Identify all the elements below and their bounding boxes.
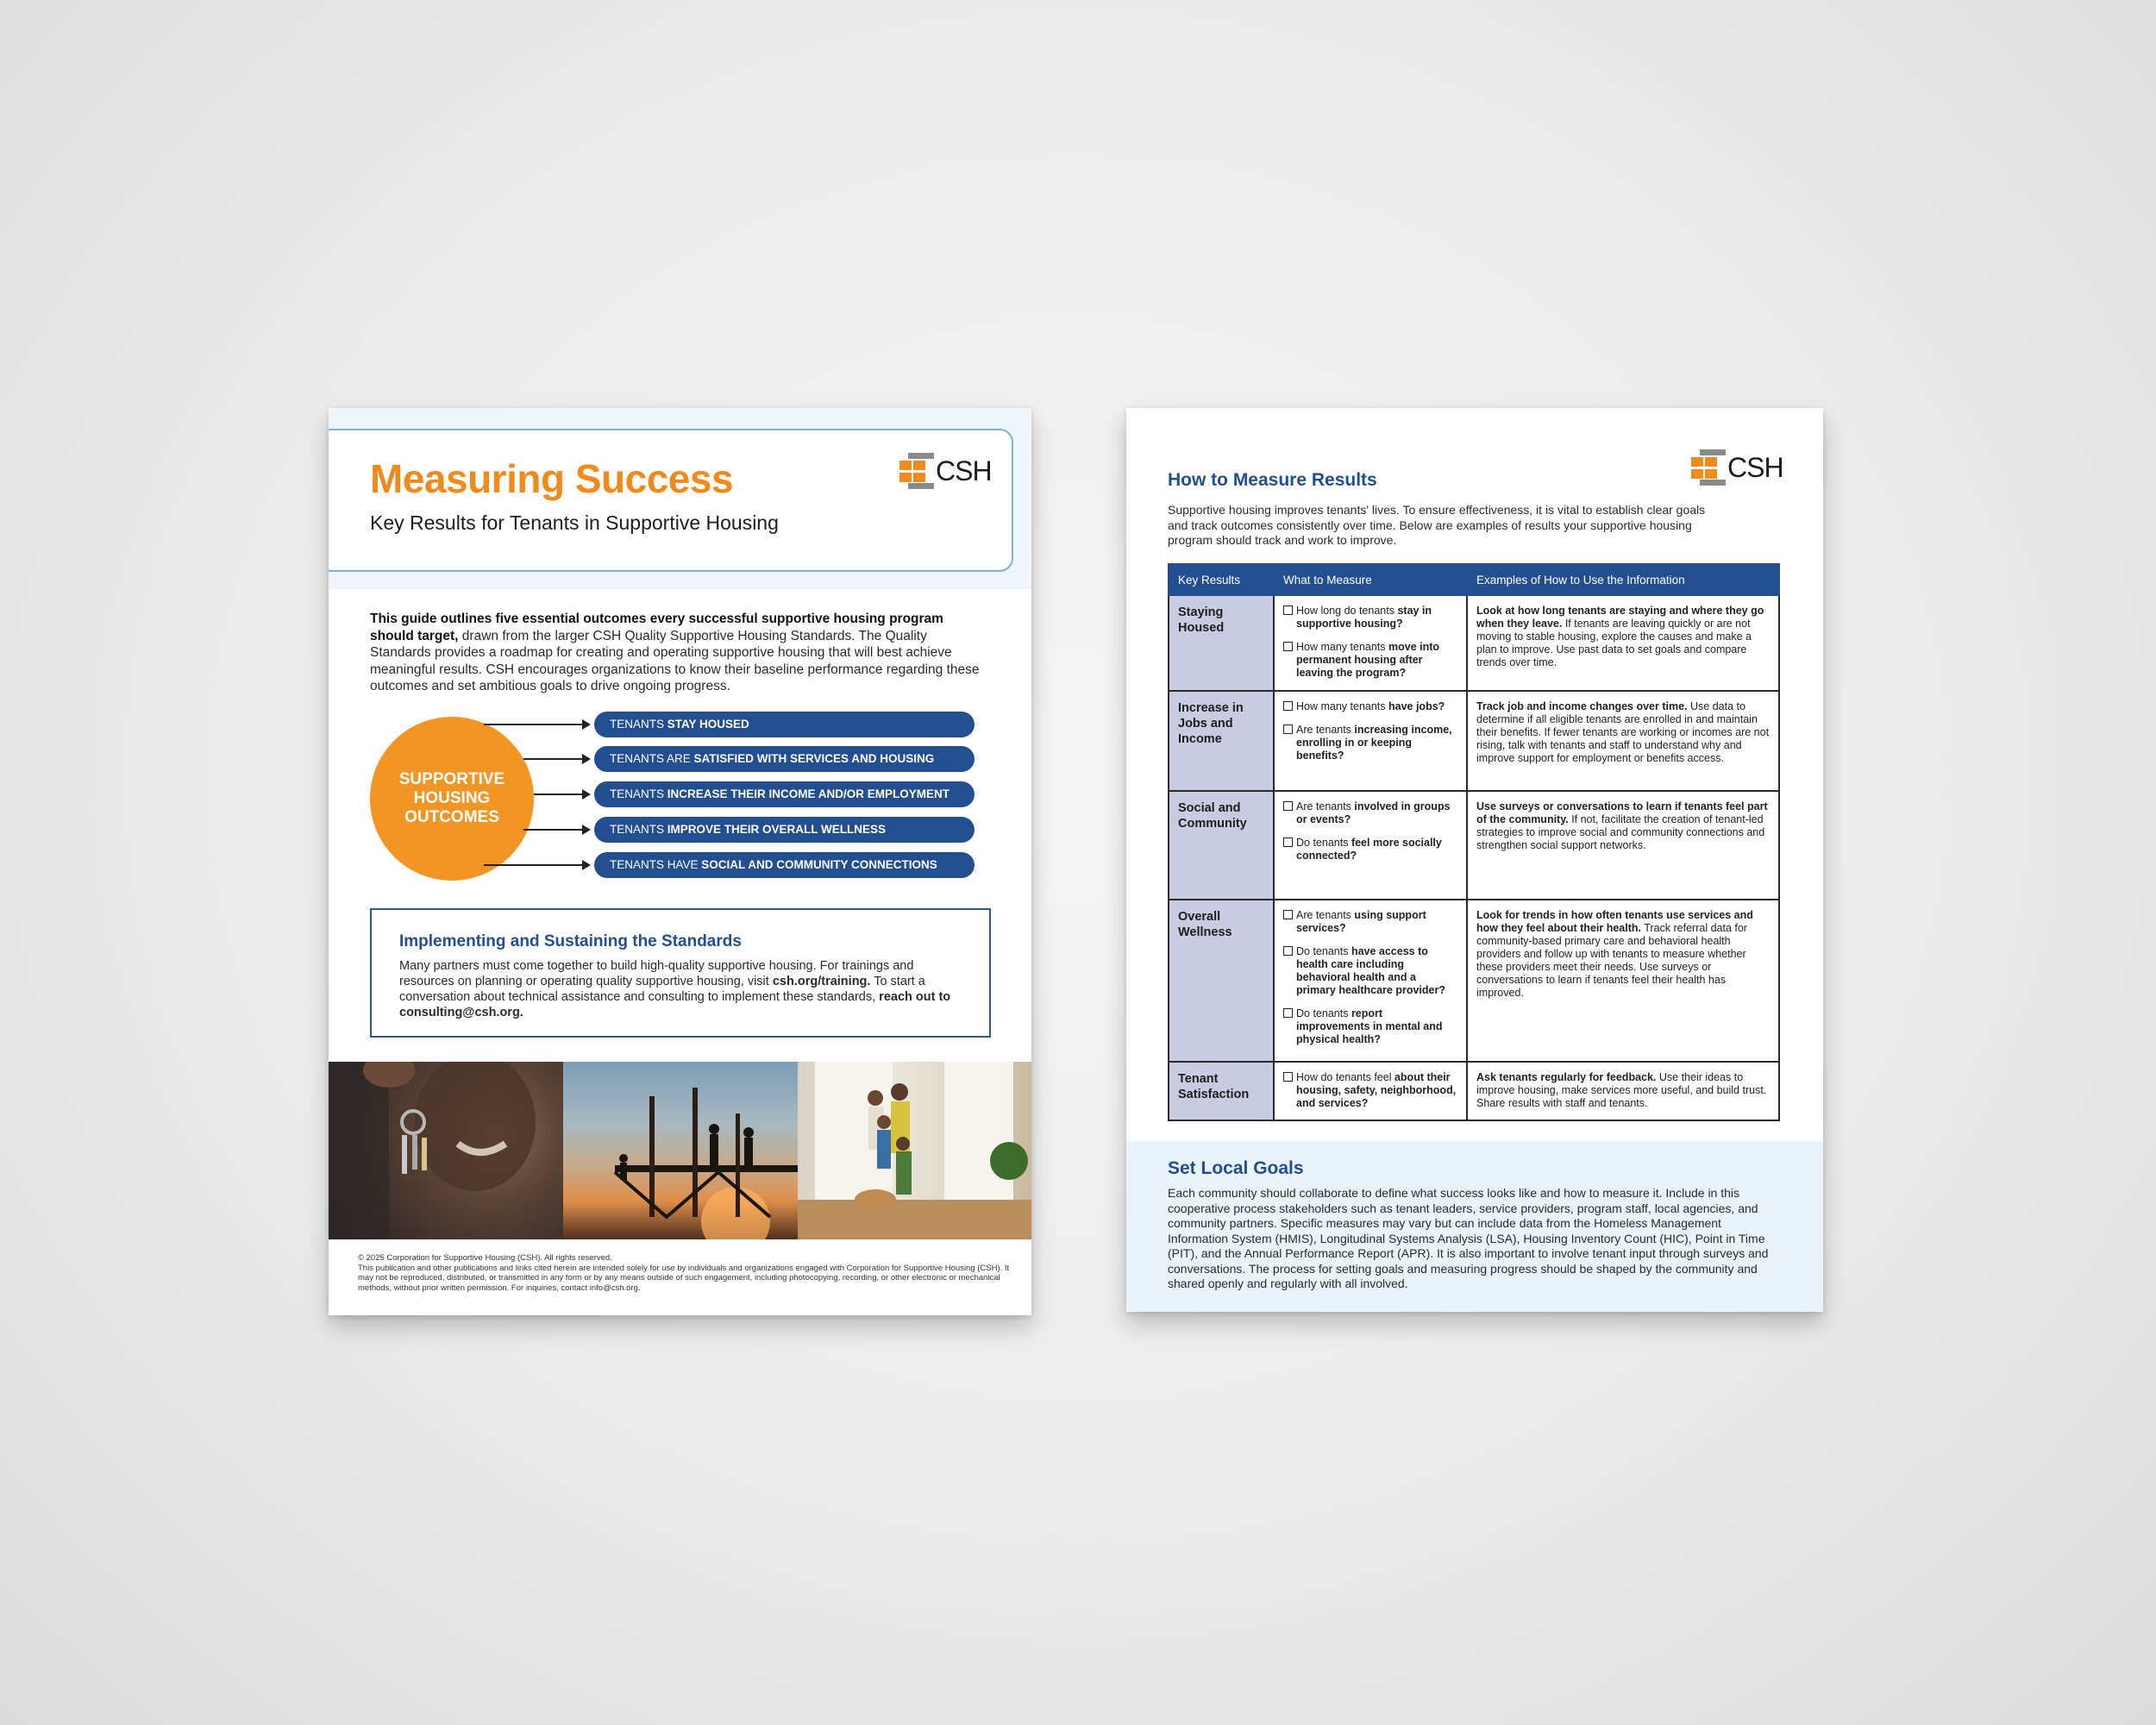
- checkbox-icon: [1283, 701, 1293, 711]
- table-row: [1169, 1062, 1779, 1120]
- checkbox-icon: [1283, 605, 1293, 615]
- checkbox-icon: [1283, 837, 1293, 847]
- what-to-measure: How many tenants have jobs? Are tenants increasing income, enrolling in or keeping benefits?: [1274, 691, 1467, 791]
- photo-construction: [563, 1062, 798, 1239]
- footer-line: This publication and other publications and links cited herein are intended solely for use by individuals and organizations engaged with Corporation for Supportive Housing (CSH). It may not be reproduced, distributed, or transmitted in any form or by any means outside of such engagement, including photocopying, recording, or other electronic or mechanical methods, without prior written permission. For inquiries, contact info@csh.org.: [358, 1263, 1010, 1293]
- column-header: Examples of How to Use the Information: [1467, 564, 1779, 595]
- outcome-pill: TENANTS IMPROVE THEIR OVERALL WELLNESS: [594, 817, 975, 843]
- section-title: How to Measure Results: [1168, 470, 1377, 490]
- key-result: Tenant Satisfaction: [1169, 1062, 1274, 1120]
- what-to-measure: Are tenants involved in groups or events? Do tenants feel more socially connected?: [1274, 791, 1467, 900]
- copyright-footer: [358, 1253, 1013, 1293]
- example-text: Use surveys or conversations to learn if tenants feel part of the community. If not, facilitate the creation of tenant-led strategies to improve social and community connections and strengthen social support networks.: [1467, 791, 1779, 900]
- photo-keys: [329, 1062, 563, 1239]
- key-result: Overall Wellness: [1169, 900, 1274, 1062]
- results-table: [1168, 563, 1780, 1121]
- csh-logo-mark: [899, 453, 934, 489]
- intro-text: drawn from the larger CSH Quality Supportive Housing Standards. The Quality Standards provides a roadmap for creating and operating supportive housing that will best achieve meaningful results. CSH encourages organizations to know their baseline performance regarding these outcomes and set ambitious goals to drive ongoing progress.: [370, 628, 980, 693]
- table-row: [1169, 691, 1779, 791]
- intro-bold: This guide outlines five essential outcomes every successful supportive housing program should target,: [370, 612, 943, 643]
- goals-title: Set Local Goals: [1168, 1158, 1304, 1178]
- example-text: Look for trends in how often tenants use services and how they feel about their health. Track referral data for community-based primary care and behavioral health providers and follow up with tenants to measure whether these providers meet their needs. Use surveys or conversations to learn if tenants feel their health has improved.: [1467, 900, 1779, 1062]
- table-header-row: [1169, 564, 1779, 595]
- csh-logo-mark: [1691, 449, 1726, 486]
- checkbox-icon: [1283, 1008, 1293, 1018]
- key-result: Increase in Jobs and Income: [1169, 691, 1274, 791]
- circle-line: OUTCOMES: [404, 808, 499, 826]
- circle-line: HOUSING: [413, 789, 491, 807]
- table-row: [1169, 791, 1779, 900]
- csh-logo: [1691, 449, 1783, 486]
- arrow-1: [484, 724, 589, 725]
- outcome-pill: TENANTS INCREASE THEIR INCOME AND/OR EMPLOYMENT: [594, 781, 975, 807]
- intro-paragraph: [370, 611, 991, 695]
- checkbox-icon: [1283, 910, 1293, 919]
- key-result: Staying Housed: [1169, 595, 1274, 691]
- right-page: [1126, 408, 1823, 1312]
- column-header: What to Measure: [1274, 564, 1467, 595]
- table-row: [1169, 900, 1779, 1062]
- example-text: Ask tenants regularly for feedback. Use their ideas to improve housing, make services more useful, and build trust. Share results with staff and tenants.: [1467, 1062, 1779, 1120]
- outcome-pill: TENANTS STAY HOUSED: [594, 712, 975, 737]
- standards-text: Many partners must come together to build high-quality supportive housing. For trainings and resources on planning or operating quality supportive housing, visit csh.org/training. To start a conversation about technical assistance and consulting to implement these standards, reach out to consulting@csh.org.: [399, 959, 951, 1019]
- page-subtitle: Key Results for Tenants in Supportive Housing: [370, 511, 779, 534]
- page-title: Measuring Success: [370, 456, 734, 501]
- arrow-3: [534, 794, 589, 795]
- checkbox-icon: [1283, 801, 1293, 811]
- outcomes-circle: [370, 717, 534, 881]
- section-intro: Supportive housing improves tenants' lives. To ensure effectiveness, it is vital to establish clear goals and track outcomes consistently over time. Below are examples of results your supportive housing program should track and work to improve.: [1168, 503, 1706, 547]
- arrow-4: [523, 829, 589, 831]
- what-to-measure: How long do tenants stay in supportive housing? How many tenants move into permanent housing after leaving the program?: [1274, 595, 1467, 691]
- photo-family: [798, 1062, 1031, 1239]
- photo-strip: [329, 1062, 1031, 1239]
- column-header: Key Results: [1169, 564, 1274, 595]
- training-link[interactable]: csh.org/training.: [772, 975, 871, 988]
- example-text: Track job and income changes over time. Use data to determine if all eligible tenants are enrolled in and maintain their benefits. If fewer tenants are working or incomes are not rising, talk with tenants and staff to understand why and improve support for employment or benefits access.: [1467, 691, 1779, 791]
- checkbox-icon: [1283, 642, 1293, 651]
- outcome-pill: TENANTS HAVE SOCIAL AND COMMUNITY CONNECTIONS: [594, 852, 975, 878]
- goals-text: Each community should collaborate to define what success looks like and how to measure it. Include in this cooperative process stakeholders such as tenant leaders, service providers, program staff, local agencies, and community partners. Specific measures may vary but can include data from the Homeless Management Information System (HMIS), Longitudinal Systems Analysis (LSA), Housing Inventory Count (HIC), Point in Time (PIT), and the Annual Performance Report (APR). It is also important to involve tenant input through surveys and conversations. The process for setting goals and measuring progress should be shaped by the community and shared openly and regularly with all involved.: [1168, 1186, 1769, 1290]
- table-row: [1169, 595, 1779, 691]
- csh-logo: [899, 453, 992, 489]
- consulting-link[interactable]: reach out to consulting@csh.org.: [399, 990, 951, 1019]
- footer-line: © 2025 Corporation for Supportive Housing (CSH). All rights reserved.: [358, 1253, 612, 1263]
- key-result: Social and Community: [1169, 791, 1274, 900]
- what-to-measure: How do tenants feel about their housing, safety, neighborhood, and services?: [1274, 1062, 1467, 1120]
- csh-logo-text: CSH: [1727, 451, 1783, 483]
- circle-line: SUPPORTIVE: [398, 770, 505, 788]
- arrow-5: [484, 864, 589, 866]
- checkbox-icon: [1283, 946, 1293, 956]
- left-page: [329, 408, 1031, 1315]
- standards-title: Implementing and Sustaining the Standards: [399, 932, 742, 950]
- arrow-2: [523, 758, 589, 760]
- example-text: Look at how long tenants are staying and where they go when they leave. If tenants are leaving quickly or are not moving to stable housing, explore the causes and make a plan to improve. Use past data to set goals and compare trends over time.: [1467, 595, 1779, 691]
- standards-box: [370, 908, 991, 1038]
- what-to-measure: Are tenants using support services? Do tenants have access to health care including behavioral health and a primary healthcare provider? Do tenants report improvements in mental and physical health?: [1274, 900, 1467, 1062]
- checkbox-icon: [1283, 1072, 1293, 1082]
- outcome-pill: TENANTS ARE SATISFIED WITH SERVICES AND HOUSING: [594, 746, 975, 772]
- checkbox-icon: [1283, 724, 1293, 734]
- csh-logo-text: CSH: [936, 455, 992, 486]
